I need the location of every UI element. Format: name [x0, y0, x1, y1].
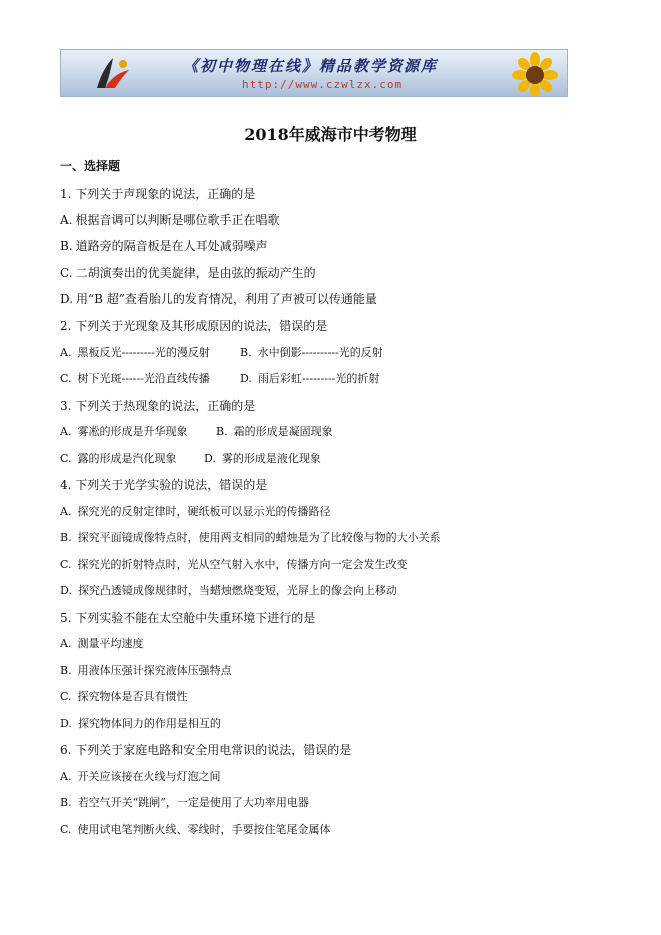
option-line	[60, 662, 232, 678]
option-line	[60, 635, 143, 651]
option-text: 使用试电笔判断火线、零线时，手要按住笔尾金属体	[77, 823, 331, 836]
option-text: 若空气开关“跳闸”，一定是使用了大功率用电器	[77, 796, 309, 809]
option-text: 探究物体是否具有惯性	[77, 690, 188, 703]
option-label: B.	[60, 664, 72, 677]
option-text: 用“B 超”查看胎儿的发育情况，利用了声被可以传通能量	[76, 292, 377, 306]
question-stem: 4. 下列关于光学实验的说法，错误的是	[60, 478, 268, 492]
question-stem: 2. 下列关于光现象及其形成原因的说法，错误的是	[60, 319, 328, 333]
option-line	[60, 503, 330, 519]
option-label: D.	[240, 372, 252, 385]
option-line	[60, 556, 408, 572]
option-label: A.	[60, 213, 73, 227]
option-label: D.	[204, 452, 216, 465]
option-text: 露的形成是汽化现象	[77, 452, 177, 465]
site-logo-icon	[93, 56, 133, 92]
option-line	[60, 715, 221, 731]
question-stem: 5. 下列实验不能在太空舱中失重环境下进行的是	[60, 611, 316, 625]
option-label: B.	[60, 796, 72, 809]
option-text: 二胡演奏出的优美旋律，是由弦的振动产生的	[75, 266, 316, 280]
option-text: 探究平面镜成像特点时，使用两支相同的蜡烛是为了比较像与物的大小关系	[77, 531, 441, 544]
option-line	[204, 450, 321, 466]
option-text: 探究光的折射特点时，光从空气射入水中，传播方向一定会发生改变	[77, 558, 408, 571]
option-label: B.	[60, 531, 72, 544]
option-label: A.	[60, 770, 72, 783]
option-label: C.	[60, 266, 73, 280]
option-line	[60, 450, 177, 466]
option-text: 雨后彩虹---------光的折射	[257, 372, 380, 385]
option-text: 水中倒影----------光的反射	[257, 346, 383, 359]
option-label: C.	[60, 558, 72, 571]
option-label: C.	[60, 372, 72, 385]
option-line	[60, 237, 268, 254]
banner-title: 《初中物理在线》精品教学资源库	[183, 57, 439, 75]
question-stem: 1. 下列关于声现象的说法，正确的是	[60, 187, 256, 201]
option-line	[60, 290, 377, 307]
document-title: 2018年威海市中考物理	[244, 125, 417, 144]
option-text: 探究物体间力的作用是相互的	[77, 717, 221, 730]
option-text: 道路旁的隔音板是在人耳处减弱噪声	[75, 239, 268, 253]
option-label: A.	[60, 637, 72, 650]
option-text: 雾凇的形成是升华现象	[77, 425, 188, 438]
option-text: 黑板反光---------光的漫反射	[77, 346, 210, 359]
option-line	[60, 768, 220, 784]
option-line	[216, 423, 333, 439]
option-text: 探究凸透镜成像规律时，当蜡烛燃烧变短，光屏上的像会向上移动	[77, 584, 397, 597]
option-text: 测量平均速度	[77, 637, 144, 650]
option-label: C.	[60, 690, 72, 703]
option-text: 开关应该接在火线与灯泡之间	[77, 770, 221, 783]
option-line	[60, 211, 280, 228]
option-label: A.	[60, 346, 72, 359]
option-label: A.	[60, 505, 72, 518]
option-label: D.	[60, 584, 72, 597]
option-line	[240, 370, 379, 386]
option-label: B.	[240, 346, 252, 359]
option-label: C.	[60, 823, 72, 836]
option-label: D.	[60, 292, 74, 306]
option-label: D.	[60, 717, 72, 730]
option-label: A.	[60, 425, 72, 438]
option-label: B.	[60, 239, 73, 253]
option-text: 雾的形成是液化现象	[221, 452, 321, 465]
header-banner	[60, 49, 568, 97]
option-label: C.	[60, 452, 72, 465]
option-text: 树下光斑------光沿直线传播	[77, 372, 210, 385]
option-text: 根据音调可以判断是哪位歌手正在唱歌	[75, 213, 280, 227]
option-line	[60, 370, 210, 386]
question-stem: 3. 下列关于热现象的说法，正确的是	[60, 399, 256, 413]
option-line	[60, 688, 188, 704]
option-line	[60, 264, 316, 281]
section-heading: 一、选择题	[60, 159, 121, 173]
sunflower-icon	[505, 52, 563, 97]
option-line	[60, 344, 210, 360]
option-label: B.	[216, 425, 228, 438]
option-line	[60, 582, 397, 598]
option-text: 霜的形成是凝固现象	[233, 425, 333, 438]
option-text: 探究光的反射定律时，硬纸板可以显示光的传播路径	[77, 505, 331, 518]
option-line	[60, 423, 187, 439]
option-line	[240, 344, 383, 360]
option-text: 用液体压强计探究液体压强特点	[77, 664, 232, 677]
option-line	[60, 794, 309, 810]
option-line	[60, 529, 441, 545]
option-line	[60, 821, 331, 837]
question-stem: 6. 下列关于家庭电路和安全用电常识的说法，错误的是	[60, 743, 352, 757]
banner-url[interactable]: http://www.czwlzx.com	[242, 78, 403, 91]
